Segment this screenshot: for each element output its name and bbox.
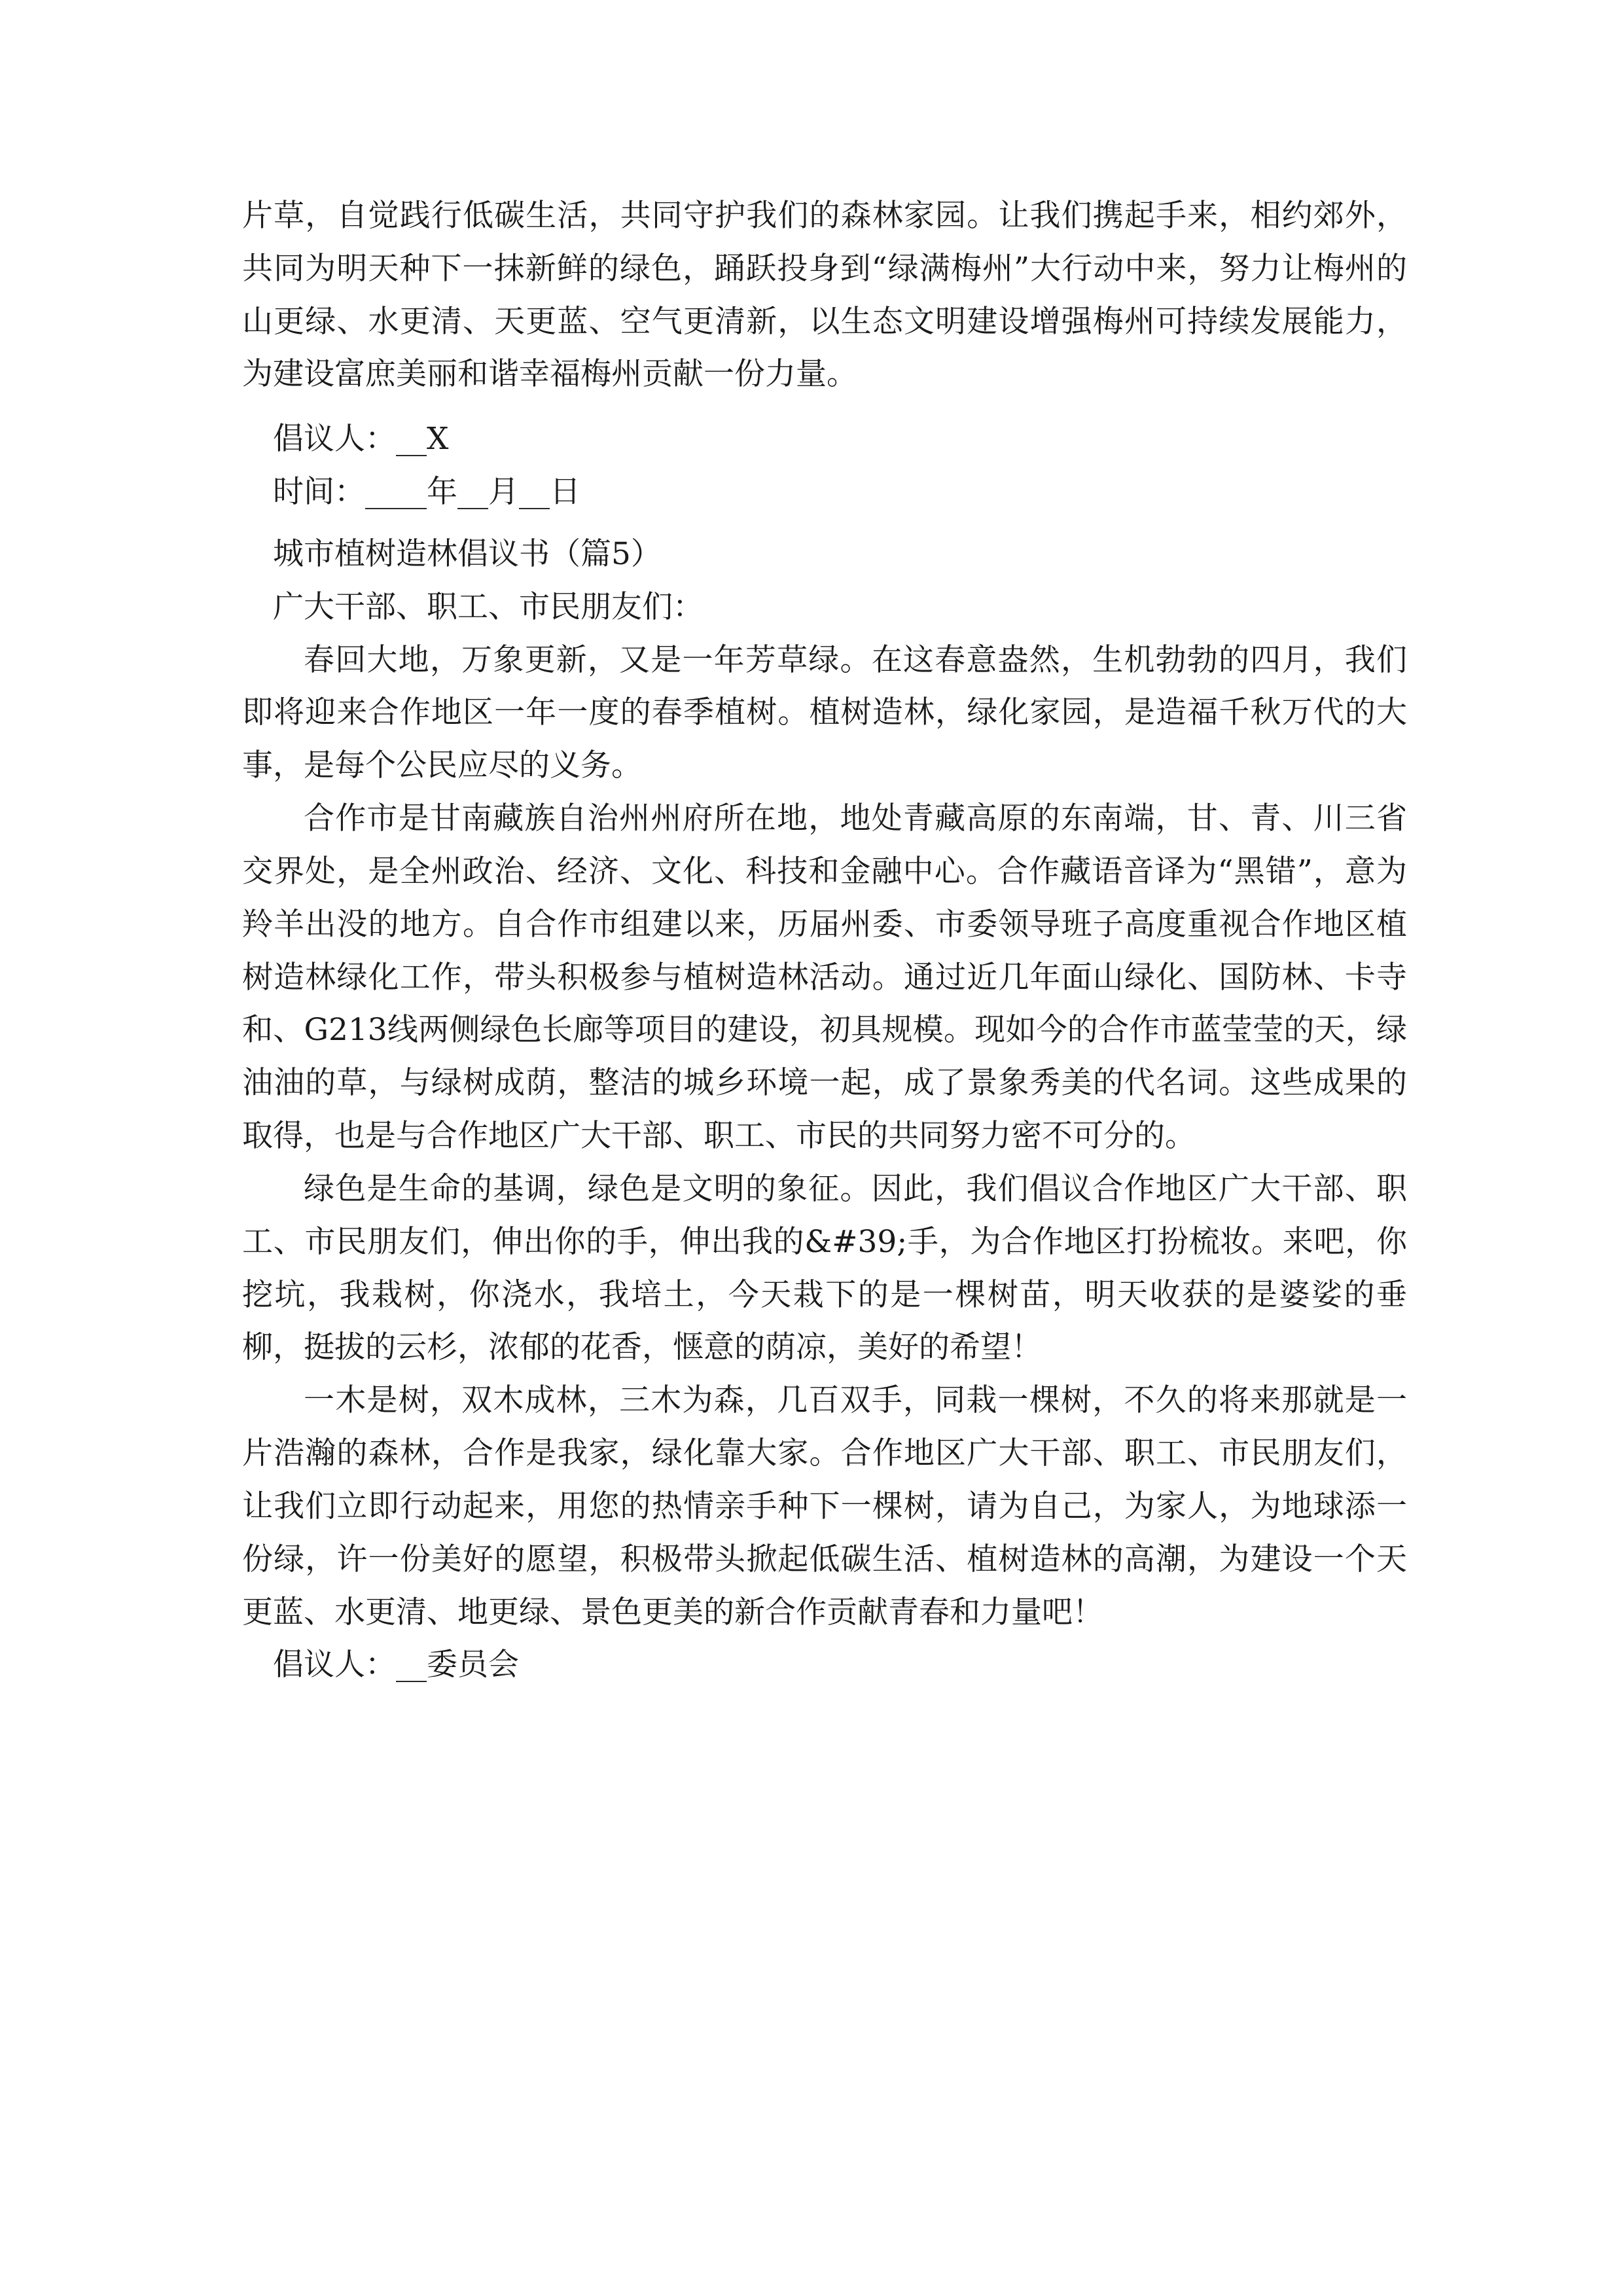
paragraph-background: 合作市是甘南藏族自治州州府所在地，地处青藏高原的东南端，甘、青、川三省交界处，是全州政治、经济、文化、科技和金融中心。合作藏语音译为“黑错”，意为羚羊出没的地方。自合作市组建以来，历届州委、市委领导班子高度重视合作地区植树造林绿化工作，带头积极参与植树造林活动。通过近几年面山绿化、国防林、卡寺和、G213线两侧绿色长廊等项目的建设，初具规模。现如今的合作市蓝莹莹的天，绿油油的草，与绿树成荫，整洁的城乡环境一起，成了景象秀美的代名词。这些成果的取得，也是与合作地区广大干部、职工、市民的共同努力密不可分的。 (242, 800, 1407, 1155)
document-body (242, 190, 1407, 1692)
spacer (242, 519, 1407, 528)
paragraph-intro: 春回大地，万象更新，又是一年芳草绿。在这春意盎然，生机勃勃的四月，我们即将迎来合作地区一年一度的春季植树。植树造林，绿化家园，是造福千秋万代的大事，是每个公民应尽的义务。 (242, 641, 1407, 784)
section-heading: 城市植树造林倡议书（篇5） (273, 535, 662, 572)
signature-proposer-2: 倡议人：__委员会 (273, 1647, 519, 1683)
signature-date-1: 时间：____年__月__日 (273, 474, 580, 511)
paragraph-continuation: 片草，自觉践行低碳生活，共同守护我们的森林家园。让我们携起手来，相约郊外，共同为明天种下一抹新鲜的绿色，踊跃投身到“绿满梅州”大行动中来，努力让梅州的山更绿、水更清、天更蓝、空气更清新，以生态文明建设增强梅州可持续发展能力，为建设富庶美丽和谐幸福梅州贡献一份力量。 (242, 198, 1407, 393)
spacer (242, 404, 1407, 413)
paragraph-closing: 一木是树，双木成林，三木为森，几百双手，同栽一棵树，不久的将来那就是一片浩瀚的森林，合作是我家，绿化靠大家。合作地区广大干部、职工、市民朋友们，让我们立即行动起来，用您的热情亲手种下一棵树，请为自己，为家人，为地球添一份绿，许一份美好的愿望，积极带头掀起低碳生活、植树造林的高潮，为建设一个天更蓝、水更清、地更绿、景色更美的新合作贡献青春和力量吧！ (242, 1382, 1407, 1630)
salutation: 广大干部、职工、市民朋友们： (273, 588, 704, 625)
paragraph-call-to-action: 绿色是生命的基调，绿色是文明的象征。因此，我们倡议合作地区广大干部、职工、市民朋友们，伸出你的手，伸出我的&#39;手，为合作地区打扮梳妆。来吧，你挖坑，我栽树，你浇水，我培土，今天栽下的是一棵树苗，明天收获的是婆娑的垂柳，挺拔的云杉，浓郁的花香，惬意的荫凉，美好的希望！ (242, 1170, 1407, 1366)
signature-proposer-1: 倡议人：__X (273, 421, 449, 457)
